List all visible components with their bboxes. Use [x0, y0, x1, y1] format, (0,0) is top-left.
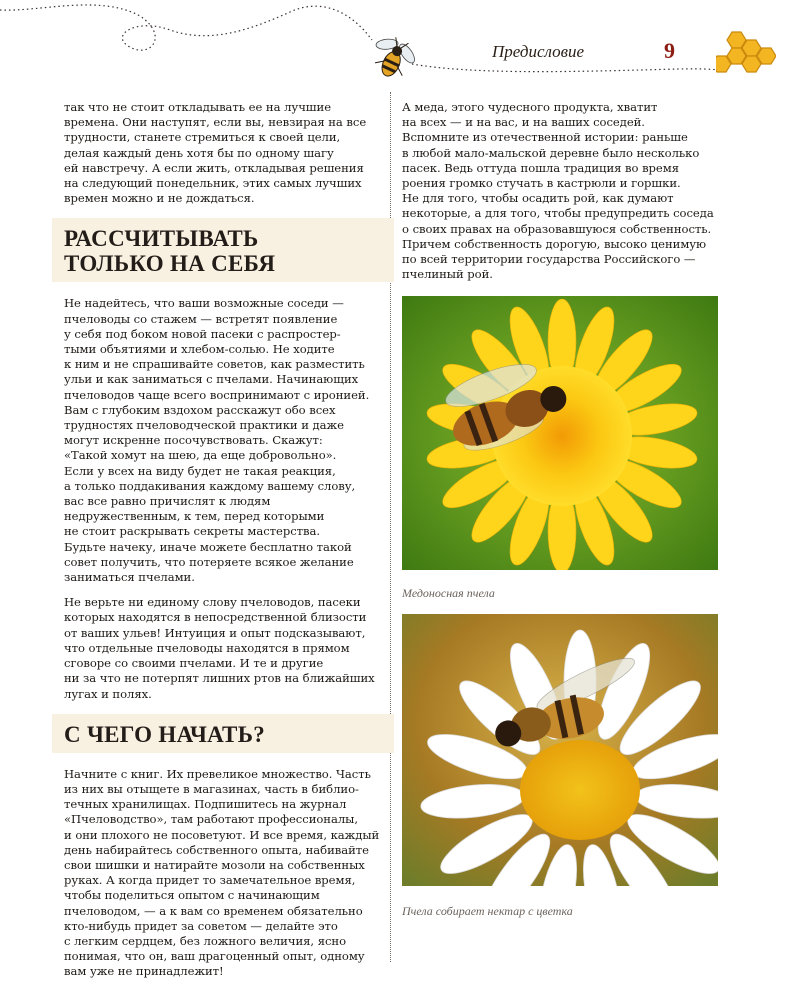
photo-bee-on-dandelion	[402, 296, 718, 570]
where-to-start-paragraph: Начните с книг. Их превеликое множество. Часть из них вы отыщете в магазинах, часть в библио- течных хранилищах. Подпишитесь на журнал «Пчеловодство», там работают профессионалы, и они плохого не посоветуют. И все время, каждый день набирайтесь собственного опыта, набивайте свои шишки и натирайте мозоли на собственных руках. А когда придет то замечательное время, чтобы поделиться опытом с начинающим пчеловодом, — а к вам со временем обязательно кто-нибудь придет за советом — делайте это с легким сердцем, без ложного величия, ясно понимая, что он, ваш драгоценный опыт, одному вам уже не принадлежит!	[64, 766, 380, 979]
section-heading-box	[52, 218, 394, 282]
left-column	[64, 100, 382, 990]
self-reliance-paragraph-1: Не надейтесь, что ваши возможные соседи — пчеловоды со стажем — встретят появление у себя под боком новой пасеки с распростер- тыми объятиями и хлебом-солью. Не ходите к ним и не спрашивайте советов, как разместить ульи и как заниматься с пчелами. Начинающих пчеловодов чаще всего воспринимают с иронией. Вам с глубоким вздохом расскажут обо всех трудностях пчеловодческой практики и даже могут искренне посочувствовать. Скажут: «Такой хомут на шею, да еще добровольно». Если у всех на виду будет не такая реакция, а только поддакивания каждому вашему слову, вас все равно причислят к людям недружественным, к тем, перед которыми не стоит раскрывать секреты мастерства. Будьте начеку, иначе можете бесплатно такой совет получить, что потеряете всякое желание заниматься пчелами.	[64, 296, 370, 585]
section-heading-where-to-start: С ЧЕГО НАЧАТЬ?	[64, 721, 266, 747]
bee-icon	[364, 30, 422, 85]
flight-path-dotted	[0, 5, 372, 50]
right-column	[402, 100, 720, 292]
running-title: Предисловие	[492, 42, 585, 61]
intro-paragraph: так что не стоит откладывать ее на лучшие времена. Они наступят, если вы, невзирая на все трудности, станете стремиться к своей цели, делая каждый день хотя бы по одному шагу ей навстречу. А если жить, откладывая решения на следующий понедельник, этих самых лучших времен можно и не дождаться.	[64, 100, 367, 206]
bee-flight-decoration	[0, 0, 800, 110]
self-reliance-paragraph-2: Не верьте ни единому слову пчеловодов, пасеки которых находятся в непосредственной близости от ваших ульев! Интуиция и опыт подсказывают, что отдельные пчеловоды находятся в прямом сговоре со своими пчелами. И те и другие ни за что не потерпят лишних ртов на ближайших лугах и полях.	[64, 595, 375, 701]
section-heading-box	[52, 714, 394, 753]
caption-bee-on-dandelion: Медоносная пчела	[402, 586, 495, 600]
flight-path-dotted-right	[412, 64, 720, 72]
honey-paragraph: А меда, этого чудесного продукта, хватит на всех — и на вас, и на ваших соседей. Вспомните из отечественной истории: раньше в любой мало-мальской деревне было несколько пасек. Ведь оттуда пошла традиция во время роения громко стучать в кастрюли и горшки. Не для того, чтобы осадить рой, как думают некоторые, а для того, чтобы предупредить соседа о своих правах на образовавшуюся собственность. Причем собственность дорогую, высоко ценимую по всей территории государства Российского — пчелиный рой.	[402, 100, 714, 282]
caption-bee-on-daisy: Пчела собирает нектар с цветка	[402, 904, 573, 918]
honeycomb-icon	[716, 28, 776, 78]
page-number: 9	[664, 38, 675, 63]
photo-bee-on-daisy	[402, 614, 718, 886]
section-heading-self-reliance: РАССЧИТЫВАТЬ ТОЛЬКО НА СЕБЯ	[64, 226, 276, 277]
